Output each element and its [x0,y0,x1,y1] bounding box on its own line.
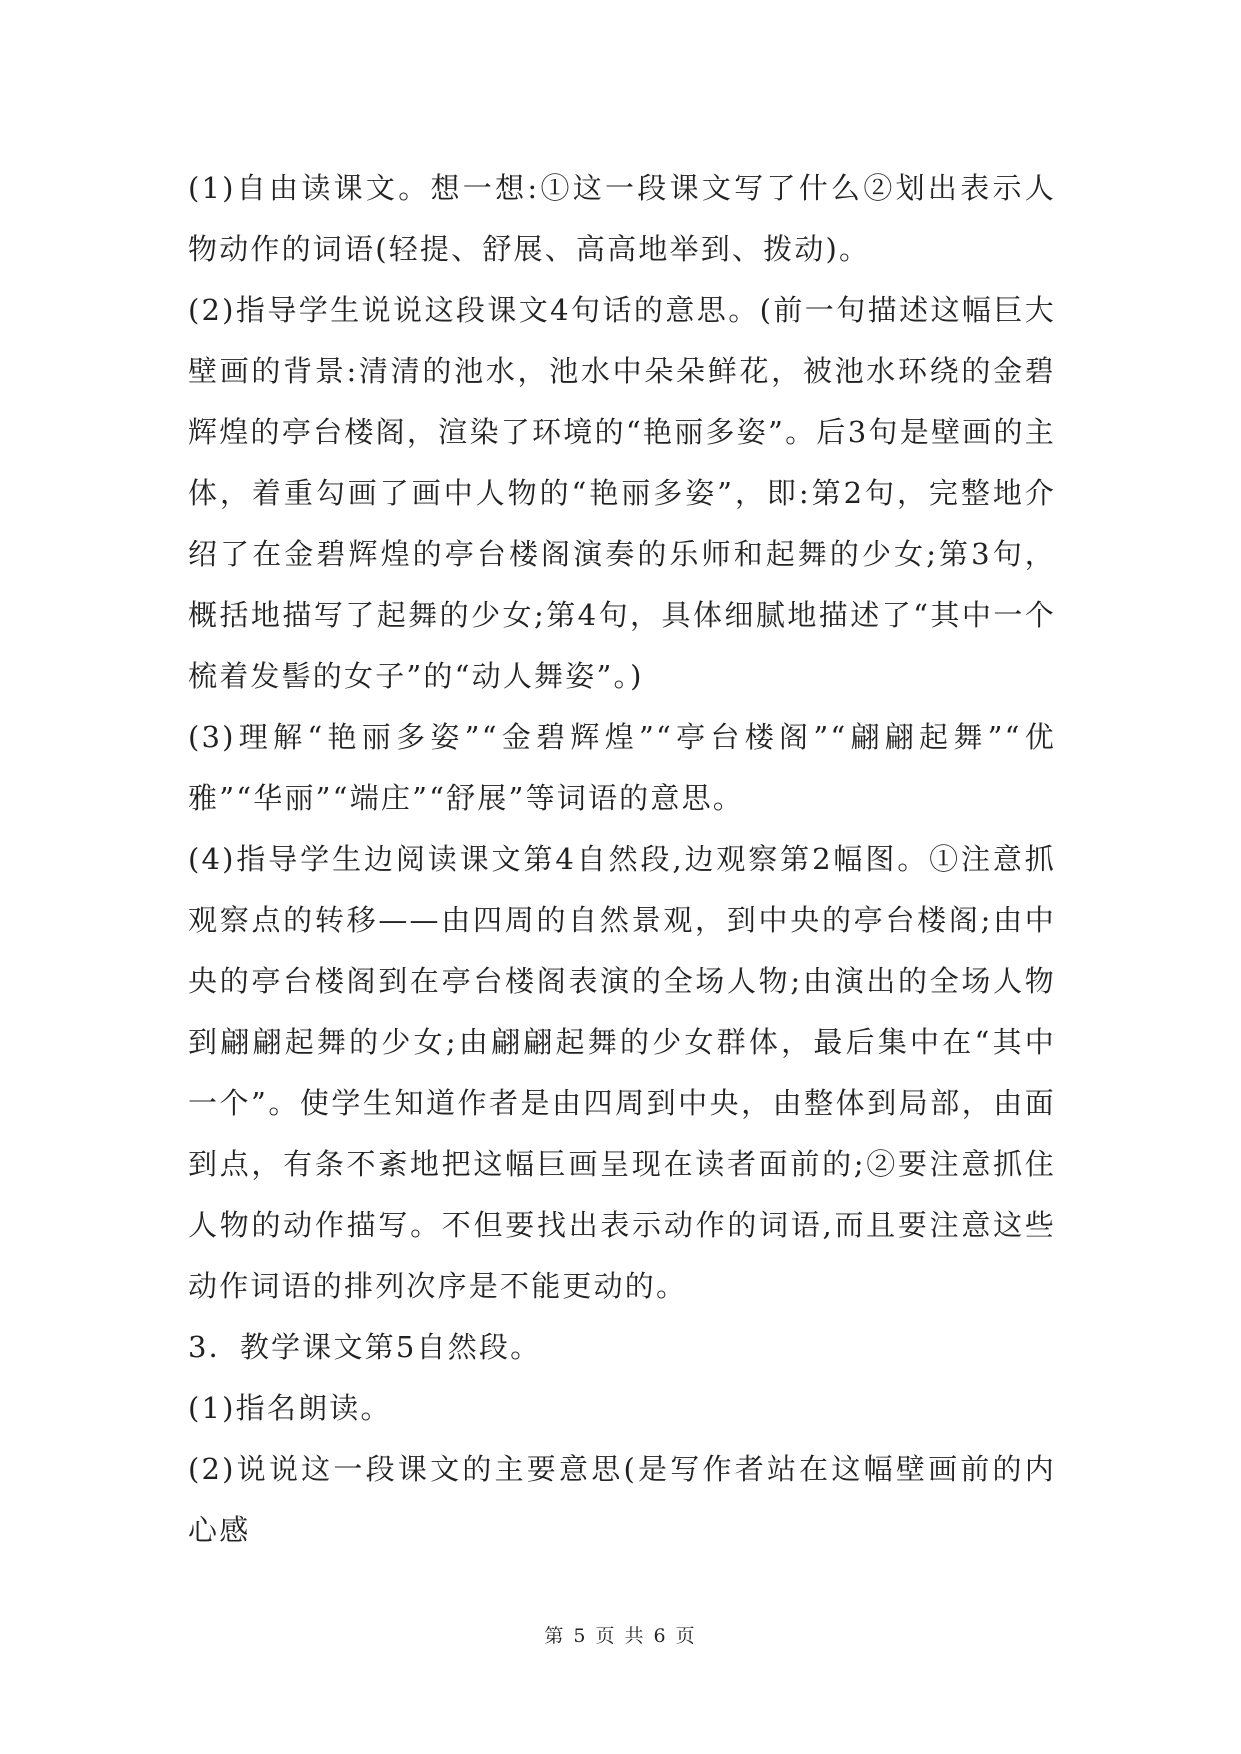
paragraph-6: (1)指名朗读。 [188,1391,392,1425]
paragraph-3: (3)理解“艳丽多姿”“金碧辉煌”“亭台楼阁”“翩翩起舞”“优雅”“华丽”“端庄”“舒展”等词语的意思。 [188,720,1056,815]
paragraph-7: (2)说说这一段课文的主要意思(是写作者站在这幅壁画前的内心感 [188,1452,1056,1547]
paragraph-2: (2)指导学生说说这段课文4句话的意思。(前一句描述这幅巨大壁画的背景:清清的池水，池水中朵朵鲜花，被池水环绕的金碧辉煌的亭台楼阁，渲染了环境的“艳丽多姿”。后3句是壁画的主体，着重勾画了画中人物的“艳丽多姿”，即:第2句，完整地介绍了在金碧辉煌的亭台楼阁演奏的乐师和起舞的少女;第3句，概括地描写了起舞的少女;第4句，具体细腻地描述了“其中一个梳着发髻的女子”的“动人舞姿”。) [188,293,1056,693]
document-body [188,158,1056,1561]
paragraph-5: 3．教学课文第5自然段。 [188,1330,542,1364]
page-number-footer: 第 5 页 共 6 页 [544,1625,697,1647]
paragraph-4: (4)指导学生边阅读课文第4自然段,边观察第2幅图。①注意抓观察点的转移——由四周的自然景观，到中央的亭台楼阁;由中央的亭台楼阁到在亭台楼阁表演的全场人物;由演出的全场人物到翩翩起舞的少女;由翩翩起舞的少女群体，最后集中在“其中一个”。使学生知道作者是由四周到中央，由整体到局部，由面到点，有条不紊地把这幅巨画呈现在读者面前的;②要注意抓住人物的动作描写。不但要找出表示动作的词语,而且要注意这些动作词语的排列次序是不能更动的。 [188,842,1056,1303]
paragraph-1: (1)自由读课文。想一想:①这一段课文写了什么②划出表示人物动作的词语(轻提、舒展、高高地举到、拨动)。 [188,171,1056,266]
